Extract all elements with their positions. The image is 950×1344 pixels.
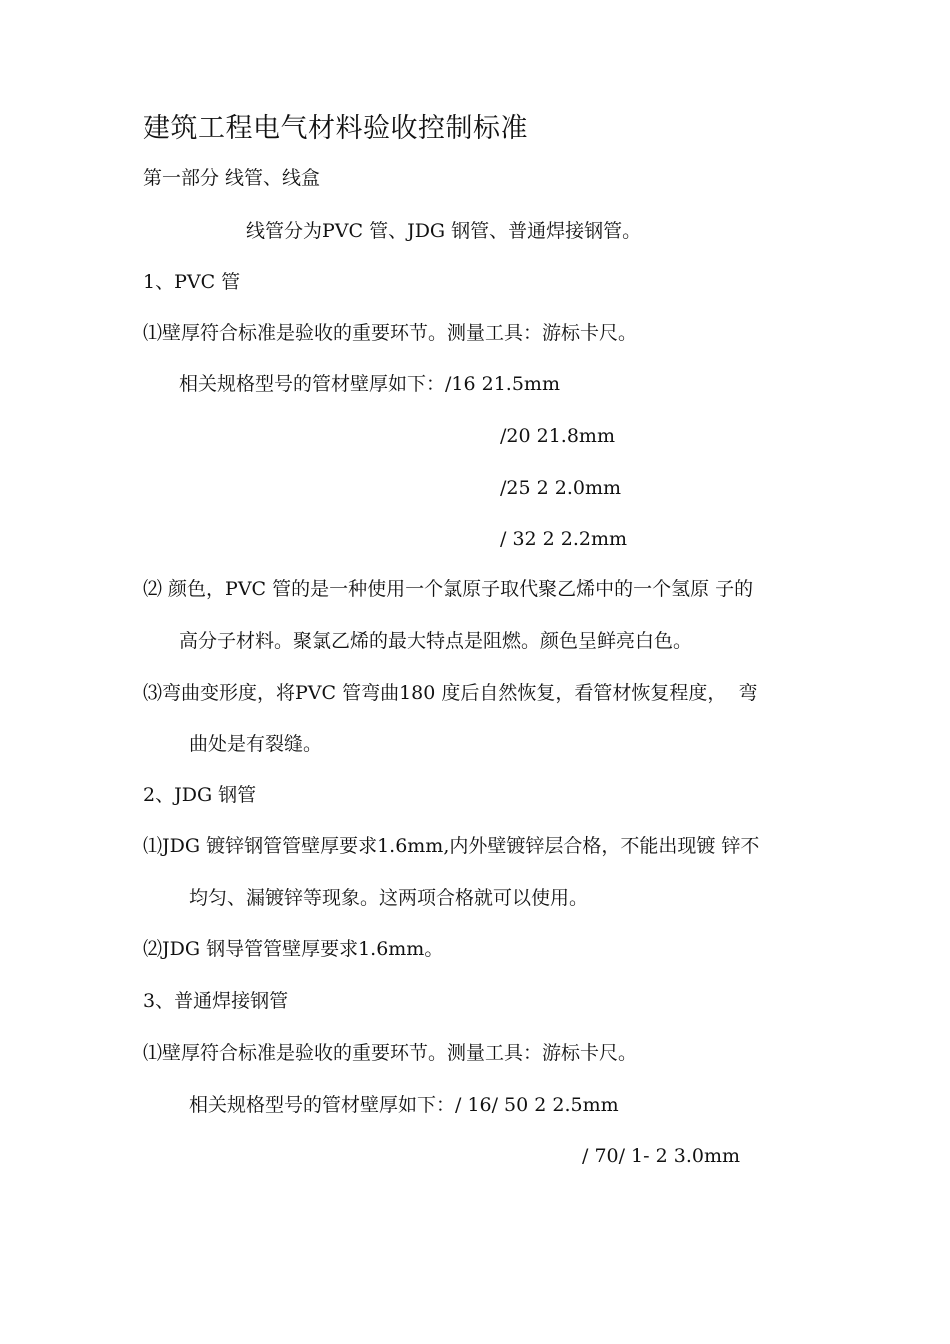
section1-spec-intro: 相关规格型号的管材壁厚如下：/16 21.5mm <box>179 373 560 395</box>
section3-spec-2: / 70/ 1- 2 3.0mm <box>582 1145 740 1167</box>
section1-item3-line1: ⑶弯曲变形度，将PVC 管弯曲180 度后自然恢复，看管材恢复程度， 弯 <box>143 682 758 704</box>
section2-item1-line1: ⑴JDG 镀锌钢管管壁厚要求1.6mm,内外壁镀锌层合格，不能出现镀 锌不 <box>143 835 760 857</box>
section3-item1: ⑴壁厚符合标准是验收的重要环节。测量工具：游标卡尺。 <box>143 1042 638 1064</box>
section1-heading: 1、PVC 管 <box>143 271 241 293</box>
section1-item1: ⑴壁厚符合标准是验收的重要环节。测量工具：游标卡尺。 <box>143 322 638 344</box>
part-heading: 第一部分 线管、线盒 <box>143 167 321 189</box>
section1-spec-4: / 32 2 2.2mm <box>500 528 628 550</box>
section3-spec-intro: 相关规格型号的管材壁厚如下：/ 16/ 50 2 2.5mm <box>189 1094 619 1116</box>
section1-spec-3: /25 2 2.0mm <box>500 477 621 499</box>
section2-item2: ⑵JDG 钢导管管壁厚要求1.6mm。 <box>143 938 444 960</box>
section2-heading: 2、JDG 钢管 <box>143 784 257 806</box>
section1-item3-line2: 曲处是有裂缝。 <box>189 733 323 755</box>
section3-heading: 3、普通焊接钢管 <box>143 990 289 1012</box>
section1-item2-line2: 高分子材料。聚氯乙烯的最大特点是阻燃。颜色呈鲜亮白色。 <box>179 630 693 652</box>
section1-item2-line1: ⑵ 颜色，PVC 管的是一种使用一个氯原子取代聚乙烯中的一个氢原 子的 <box>143 578 754 600</box>
document-title: 建筑工程电气材料验收控制标准 <box>143 113 528 144</box>
intro-paragraph: 线管分为PVC 管、JDG 钢管、普通焊接钢管。 <box>246 220 642 242</box>
section2-item1-line2: 均匀、漏镀锌等现象。这两项合格就可以使用。 <box>189 887 589 909</box>
section1-spec-2: /20 21.8mm <box>500 425 615 447</box>
